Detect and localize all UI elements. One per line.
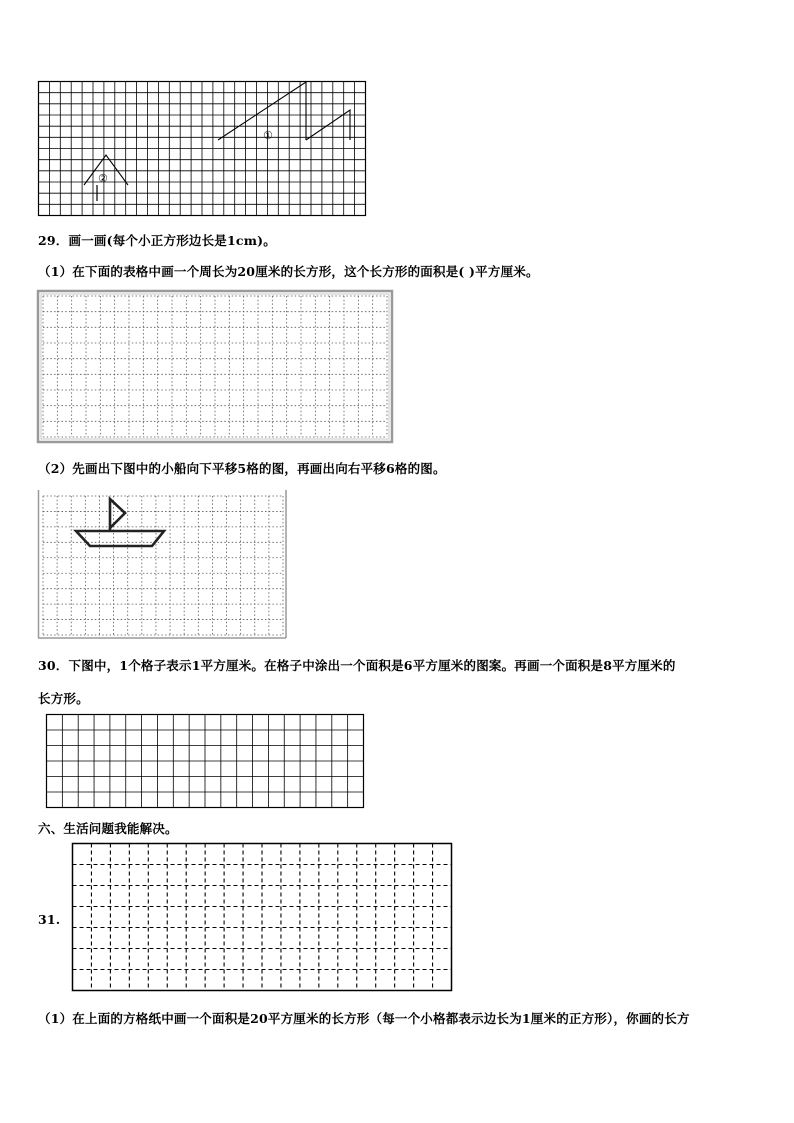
q31-number: 31.	[38, 912, 61, 927]
q29-grid-2	[38, 490, 288, 640]
q29-part1: （1）在下面的表格中画一个周长为20厘米的长方形，这个长方形的面积是( )平方厘米。	[38, 264, 539, 279]
q29-title: 29．画一画(每个小正方形边长是1cm)。	[38, 233, 276, 248]
shape-2-label: ②	[98, 172, 108, 185]
top-grid	[38, 81, 368, 217]
q30-line2: 长方形。	[38, 691, 89, 706]
q31-grid	[72, 843, 454, 993]
boat-sail	[110, 499, 125, 528]
shape-1-triangle	[218, 82, 306, 140]
q29-grid-1	[38, 291, 393, 443]
q31-part1: （1）在上面的方格纸中画一个面积是20平方厘米的长方形（每一个小格都表示边长为1厘米的正方形），你画的长方	[38, 1011, 690, 1026]
q29-part2: （2）先画出下图中的小船向下平移5格的图，再画出向右平移6格的图。	[38, 461, 446, 476]
q30-grid	[46, 714, 366, 810]
section6-title: 六、生活问题我能解决。	[38, 821, 178, 836]
q30-line1: 30．下图中，1个格子表示1平方厘米。在格子中涂出一个面积是6平方厘米的图案。再画一个面积是8平方厘米的	[38, 658, 676, 673]
shape-1-label: ①	[263, 129, 273, 142]
boat-hull	[76, 531, 164, 546]
